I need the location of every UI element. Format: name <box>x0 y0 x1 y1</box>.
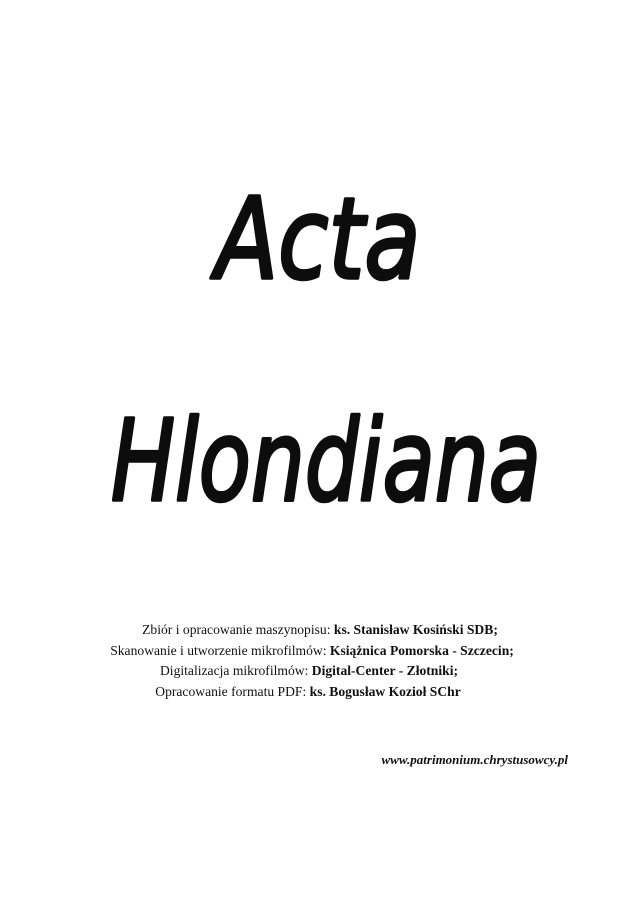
credit-line-digitization <box>0 661 627 682</box>
credit-label: Skanowanie i utworzenie mikrofilmów: <box>110 642 330 658</box>
credit-label: Zbiór i opracowanie maszynopisu: <box>142 622 334 637</box>
credit-value: ks. Stanisław Kosiński SDB; <box>333 622 498 637</box>
website-link[interactable]: www.patrimonium.chrystusowcy.pl <box>381 752 568 767</box>
credit-value: Digital-Center - Złotniki; <box>311 663 458 678</box>
credit-value: Książnica Pomorska - Szczecin; <box>329 642 514 658</box>
credit-label: Digitalizacja mikrofilmów: <box>159 663 312 678</box>
credit-label: Opracowanie formatu PDF: <box>155 683 310 699</box>
credit-line-pdf-format <box>0 682 626 703</box>
title-line-2: Hlondiana <box>111 397 541 527</box>
credit-line-transcription <box>2 620 636 641</box>
title-line-1: Acta <box>210 175 421 305</box>
credit-line-scanning <box>0 641 630 662</box>
credit-value: ks. Bogusław Kozioł SChr <box>309 683 461 699</box>
credits-block <box>0 620 636 702</box>
